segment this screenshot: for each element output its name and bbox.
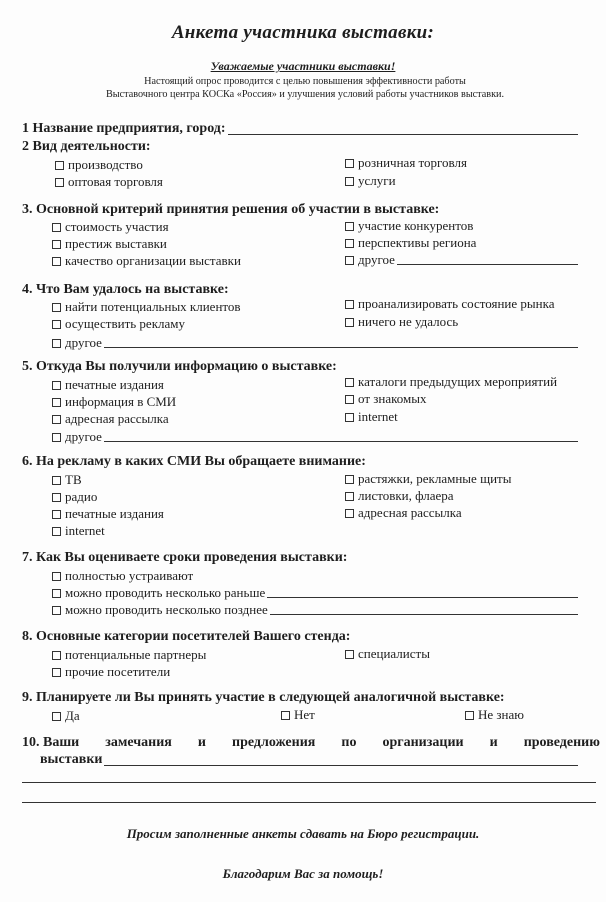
- q5-option-print[interactable]: печатные издания: [52, 377, 164, 393]
- q3-option-quality[interactable]: качество организации выставки: [52, 253, 241, 269]
- footer-request: Просим заполненные анкеты сдавать на Бюро регистрации.: [126, 826, 480, 841]
- question-7-label: 7. Как Вы оцениваете сроки проведения выставки:: [22, 550, 348, 565]
- q6-option-banners[interactable]: растяжки, рекламные щиты: [345, 471, 511, 487]
- checkbox-icon[interactable]: [52, 398, 61, 407]
- checkbox-icon[interactable]: [345, 509, 354, 518]
- checkbox-icon[interactable]: [52, 240, 61, 249]
- q7-option-satisfied[interactable]: полностью устраивают: [52, 568, 193, 584]
- q7-later-field[interactable]: [270, 614, 578, 615]
- q7-earlier-field[interactable]: [267, 597, 578, 598]
- q4-option-market[interactable]: проанализировать состояние рынка: [345, 296, 555, 312]
- checkbox-icon[interactable]: [345, 222, 354, 231]
- q3-option-other[interactable]: другое: [345, 252, 578, 268]
- form-title: Анкета участника выставки:: [171, 22, 435, 43]
- question-1: [22, 121, 578, 137]
- q5-option-internet[interactable]: internet: [345, 409, 398, 425]
- checkbox-icon[interactable]: [345, 378, 354, 387]
- intro-line-1: Настоящий опрос проводится с целью повышения эффективности работы: [144, 76, 466, 87]
- checkbox-icon[interactable]: [52, 303, 61, 312]
- checkbox-icon[interactable]: [55, 161, 64, 170]
- checkbox-icon[interactable]: [52, 415, 61, 424]
- q10-field-1[interactable]: [104, 765, 578, 766]
- checkbox-icon[interactable]: [52, 606, 61, 615]
- q6-option-flyers[interactable]: листовки, флаера: [345, 488, 454, 504]
- q6-option-internet[interactable]: internet: [52, 523, 105, 539]
- q5-option-mailing[interactable]: адресная рассылка: [52, 411, 169, 427]
- question-3-label: 3. Основной критерий принятия решения об участии в выставке:: [22, 202, 440, 217]
- question-10-label: 10. Ваши замечания и предложения по организации и проведению: [22, 735, 600, 750]
- q4-option-nothing[interactable]: ничего не удалось: [345, 314, 458, 330]
- q2-option-services[interactable]: услуги: [345, 173, 396, 189]
- q3-option-competitors[interactable]: участие конкурентов: [345, 218, 473, 234]
- q8-option-other-visitors[interactable]: прочие посетители: [52, 664, 170, 680]
- q3-option-prestige[interactable]: престиж выставки: [52, 236, 167, 252]
- intro-text: [60, 75, 550, 101]
- footer-thanks: Благодарим Вас за помощь!: [222, 866, 384, 881]
- q5-option-other[interactable]: другое: [52, 429, 578, 445]
- checkbox-icon[interactable]: [345, 239, 354, 248]
- intro-line-2: Выставочного центра КОСКа «Россия» и улучшения условий работы участников выставки.: [105, 89, 505, 100]
- q6-option-radio[interactable]: радио: [52, 489, 97, 505]
- q6-option-tv[interactable]: ТВ: [52, 472, 82, 488]
- checkbox-icon[interactable]: [52, 381, 61, 390]
- q4-option-advertising[interactable]: осуществить рекламу: [52, 316, 185, 332]
- checkbox-icon[interactable]: [52, 257, 61, 266]
- checkbox-icon[interactable]: [52, 572, 61, 581]
- checkbox-icon[interactable]: [52, 476, 61, 485]
- checkbox-icon[interactable]: [281, 711, 290, 720]
- checkbox-icon[interactable]: [345, 318, 354, 327]
- checkbox-icon[interactable]: [52, 527, 61, 536]
- question-1-label: 1 Название предприятия, город:: [22, 121, 226, 136]
- q9-option-no[interactable]: Нет: [281, 707, 315, 723]
- greeting: Уважаемые участники выставки!: [210, 59, 396, 73]
- q3-other-field[interactable]: [397, 264, 578, 265]
- checkbox-icon[interactable]: [345, 650, 354, 659]
- checkbox-icon[interactable]: [345, 475, 354, 484]
- checkbox-icon[interactable]: [345, 492, 354, 501]
- q6-option-mailing[interactable]: адресная рассылка: [345, 505, 462, 521]
- checkbox-icon[interactable]: [465, 711, 474, 720]
- checkbox-icon[interactable]: [345, 256, 354, 265]
- question-2-label: 2 Вид деятельности:: [22, 139, 151, 154]
- q3-option-cost[interactable]: стоимость участия: [52, 219, 169, 235]
- question-4-label: 4. Что Вам удалось на выставке:: [22, 282, 229, 297]
- q5-other-field[interactable]: [104, 441, 578, 442]
- checkbox-icon[interactable]: [52, 320, 61, 329]
- q7-option-earlier[interactable]: можно проводить несколько раньше: [52, 585, 578, 601]
- checkbox-icon[interactable]: [52, 433, 61, 442]
- q4-option-clients[interactable]: найти потенциальных клиентов: [52, 299, 241, 315]
- checkbox-icon[interactable]: [52, 668, 61, 677]
- q4-other-field[interactable]: [104, 347, 578, 348]
- question-5-label: 5. Откуда Вы получили информацию о выставке:: [22, 359, 337, 374]
- checkbox-icon[interactable]: [52, 589, 61, 598]
- q5-option-acquaintances[interactable]: от знакомых: [345, 391, 427, 407]
- checkbox-icon[interactable]: [52, 712, 61, 721]
- q10-field-3[interactable]: [22, 802, 596, 803]
- q4-option-other[interactable]: другое: [52, 335, 578, 351]
- checkbox-icon[interactable]: [345, 177, 354, 186]
- question-6-label: 6. На рекламу в каких СМИ Вы обращаете внимание:: [22, 454, 366, 469]
- checkbox-icon[interactable]: [52, 493, 61, 502]
- q3-option-region[interactable]: перспективы региона: [345, 235, 476, 251]
- checkbox-icon[interactable]: [345, 300, 354, 309]
- company-name-field[interactable]: [228, 134, 578, 135]
- q2-option-production[interactable]: производство: [55, 157, 143, 173]
- checkbox-icon[interactable]: [345, 395, 354, 404]
- q2-option-wholesale[interactable]: оптовая торговля: [55, 174, 163, 190]
- q9-option-yes[interactable]: Да: [52, 708, 80, 724]
- checkbox-icon[interactable]: [52, 651, 61, 660]
- question-9-label: 9. Планируете ли Вы принять участие в следующей аналогичной выставке:: [22, 690, 505, 705]
- q6-option-print[interactable]: печатные издания: [52, 506, 164, 522]
- q9-option-dont-know[interactable]: Не знаю: [465, 707, 524, 723]
- checkbox-icon[interactable]: [345, 413, 354, 422]
- checkbox-icon[interactable]: [52, 339, 61, 348]
- checkbox-icon[interactable]: [52, 510, 61, 519]
- q5-option-catalogs[interactable]: каталоги предыдущих мероприятий: [345, 374, 557, 390]
- q7-option-later[interactable]: можно проводить несколько позднее: [52, 602, 578, 618]
- q10-continuation: выставки: [40, 752, 578, 768]
- question-8-label: 8. Основные категории посетителей Вашего стенда:: [22, 629, 351, 644]
- checkbox-icon[interactable]: [345, 159, 354, 168]
- checkbox-icon[interactable]: [55, 178, 64, 187]
- checkbox-icon[interactable]: [52, 223, 61, 232]
- q10-field-2[interactable]: [22, 782, 596, 783]
- q8-option-specialists[interactable]: специалисты: [345, 646, 430, 662]
- q5-option-media[interactable]: информация в СМИ: [52, 394, 176, 410]
- q2-option-retail[interactable]: розничная торговля: [345, 155, 467, 171]
- q8-option-partners[interactable]: потенциальные партнеры: [52, 647, 206, 663]
